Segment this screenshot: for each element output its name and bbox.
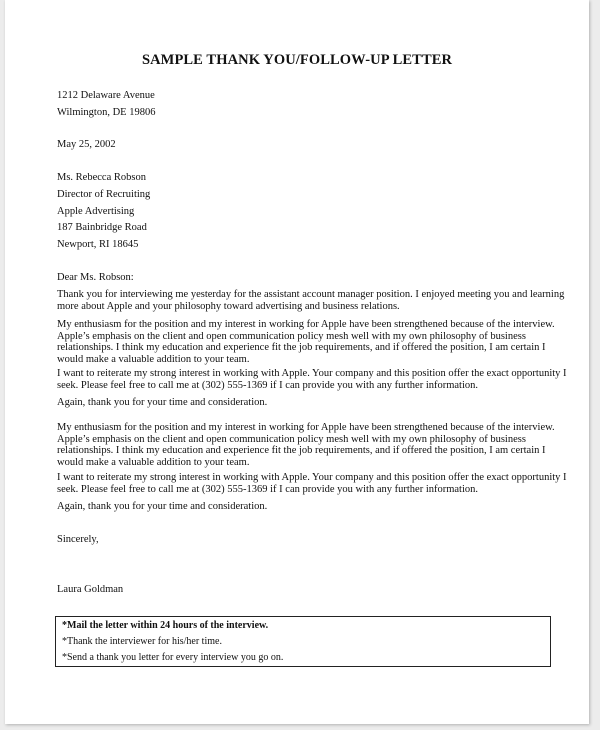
paragraph-5 [57, 422, 553, 468]
paragraph-2 [57, 319, 553, 365]
recipient-company: Apple Advertising [57, 206, 135, 217]
paragraph-6 [57, 472, 567, 495]
paragraph-1 [57, 289, 565, 312]
sender-city: Wilmington, DE 19806 [57, 107, 156, 118]
paragraph-7 [57, 501, 553, 513]
paragraph-line: would make a valuable addition to your team. [57, 456, 250, 468]
paragraph-line: relationships. I think my education and experience fit the job requirements, and if offered the position, I am certain I [57, 342, 546, 354]
paragraph-line: seek. Please feel free to call me at (302) 555-1369 if I can provide you with any further information. [57, 379, 479, 391]
salutation: Dear Ms. Robson: [57, 272, 134, 283]
note-item: *Thank the interviewer for his/her time. [62, 636, 222, 647]
paragraph-line: I want to reiterate my strong interest in working with Apple. Your company and this position offer the exact opportunity I [57, 368, 567, 379]
note-item: *Mail the letter within 24 hours of the interview. [62, 620, 269, 631]
paragraph-line: Thank you for interviewing me yesterday for the assistant account manager position. I enjoyed meeting you and learning [57, 289, 565, 300]
paragraph-line: I want to reiterate my strong interest in working with Apple. Your company and this position offer the exact opportunity I [57, 472, 567, 483]
paragraph-line: more about Apple and your philosophy toward advertising and business relations. [57, 300, 400, 312]
recipient-name: Ms. Rebecca Robson [57, 172, 146, 183]
paragraph-4 [57, 397, 553, 409]
paragraph-3 [57, 368, 567, 391]
recipient-title: Director of Recruiting [57, 189, 151, 200]
paragraph-line: Again, thank you for your time and consideration. [57, 397, 268, 408]
signature-name: Laura Goldman [57, 584, 124, 595]
letter-page [5, 0, 589, 724]
closing: Sincerely, [57, 534, 99, 545]
paragraph-line: Again, thank you for your time and consideration. [57, 501, 268, 512]
notes-box [55, 616, 551, 667]
recipient-city: Newport, RI 18645 [57, 239, 139, 250]
letter-date: May 25, 2002 [57, 139, 116, 150]
note-item: *Send a thank you letter for every interview you go on. [62, 652, 284, 663]
paragraph-line: Apple’s emphasis on the client and open communication policy mesh well with my own philosophy of business [57, 433, 526, 445]
paragraph-line: would make a valuable addition to your team. [57, 353, 250, 365]
paragraph-line: relationships. I think my education and experience fit the job requirements, and if offered the position, I am certain I [57, 445, 546, 457]
recipient-street: 187 Bainbridge Road [57, 222, 147, 233]
letter-title: SAMPLE THANK YOU/FOLLOW-UP LETTER [141, 52, 453, 68]
paragraph-line: My enthusiasm for the position and my interest in working for Apple have been strengthened because of the interview. [57, 319, 555, 330]
paragraph-line: seek. Please feel free to call me at (302) 555-1369 if I can provide you with any further information. [57, 483, 479, 495]
sender-street: 1212 Delaware Avenue [57, 90, 155, 101]
paragraph-line: Apple’s emphasis on the client and open communication policy mesh well with my own philosophy of business [57, 330, 526, 342]
paragraph-line: My enthusiasm for the position and my interest in working for Apple have been strengthened because of the interview. [57, 422, 555, 433]
